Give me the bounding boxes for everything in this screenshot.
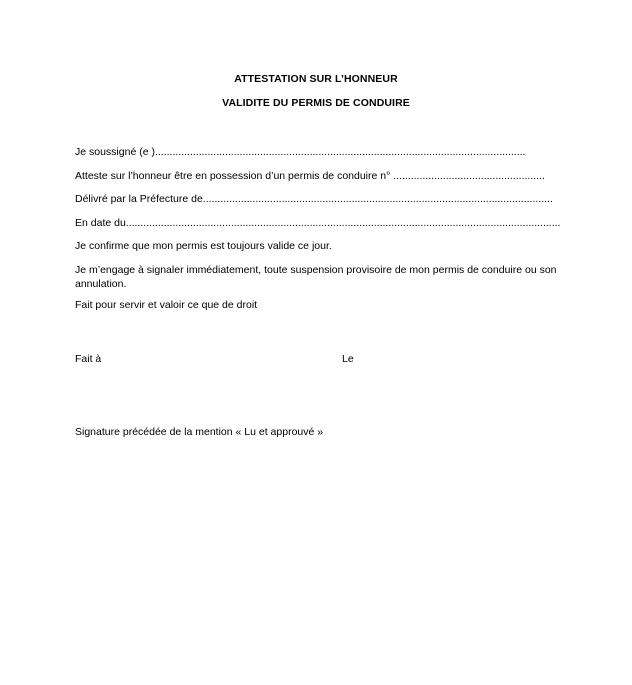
document-subtitle: VALIDITE DU PERMIS DE CONDUIRE <box>222 97 410 109</box>
fait-a-label: Fait à <box>75 353 102 365</box>
fait-pour-line: Fait pour servir et valoir ce que de droit <box>75 299 258 311</box>
engage-paragraph: Je m’engage à signaler immédiatement, toute suspension provisoire de mon permis de conduire ou son annulation. <box>75 264 557 290</box>
signature-label: Signature précédée de la mention « Lu et approuvé » <box>75 426 324 438</box>
delivre-line: Délivré par la Préfecture de........................................................................................................................ <box>75 193 553 205</box>
soussigne-line: Je soussigné (e )............................................................................................................................... <box>75 146 526 158</box>
date-line: En date du..................................................................................................................................................... <box>75 217 561 229</box>
confirme-line: Je confirme que mon permis est toujours valide ce jour. <box>75 240 332 252</box>
document-title: ATTESTATION SUR L’HONNEUR <box>234 73 398 85</box>
le-label: Le <box>342 353 354 365</box>
atteste-line: Atteste sur l’honneur être en possession d’un permis de conduire n° .................................................... <box>75 170 545 182</box>
